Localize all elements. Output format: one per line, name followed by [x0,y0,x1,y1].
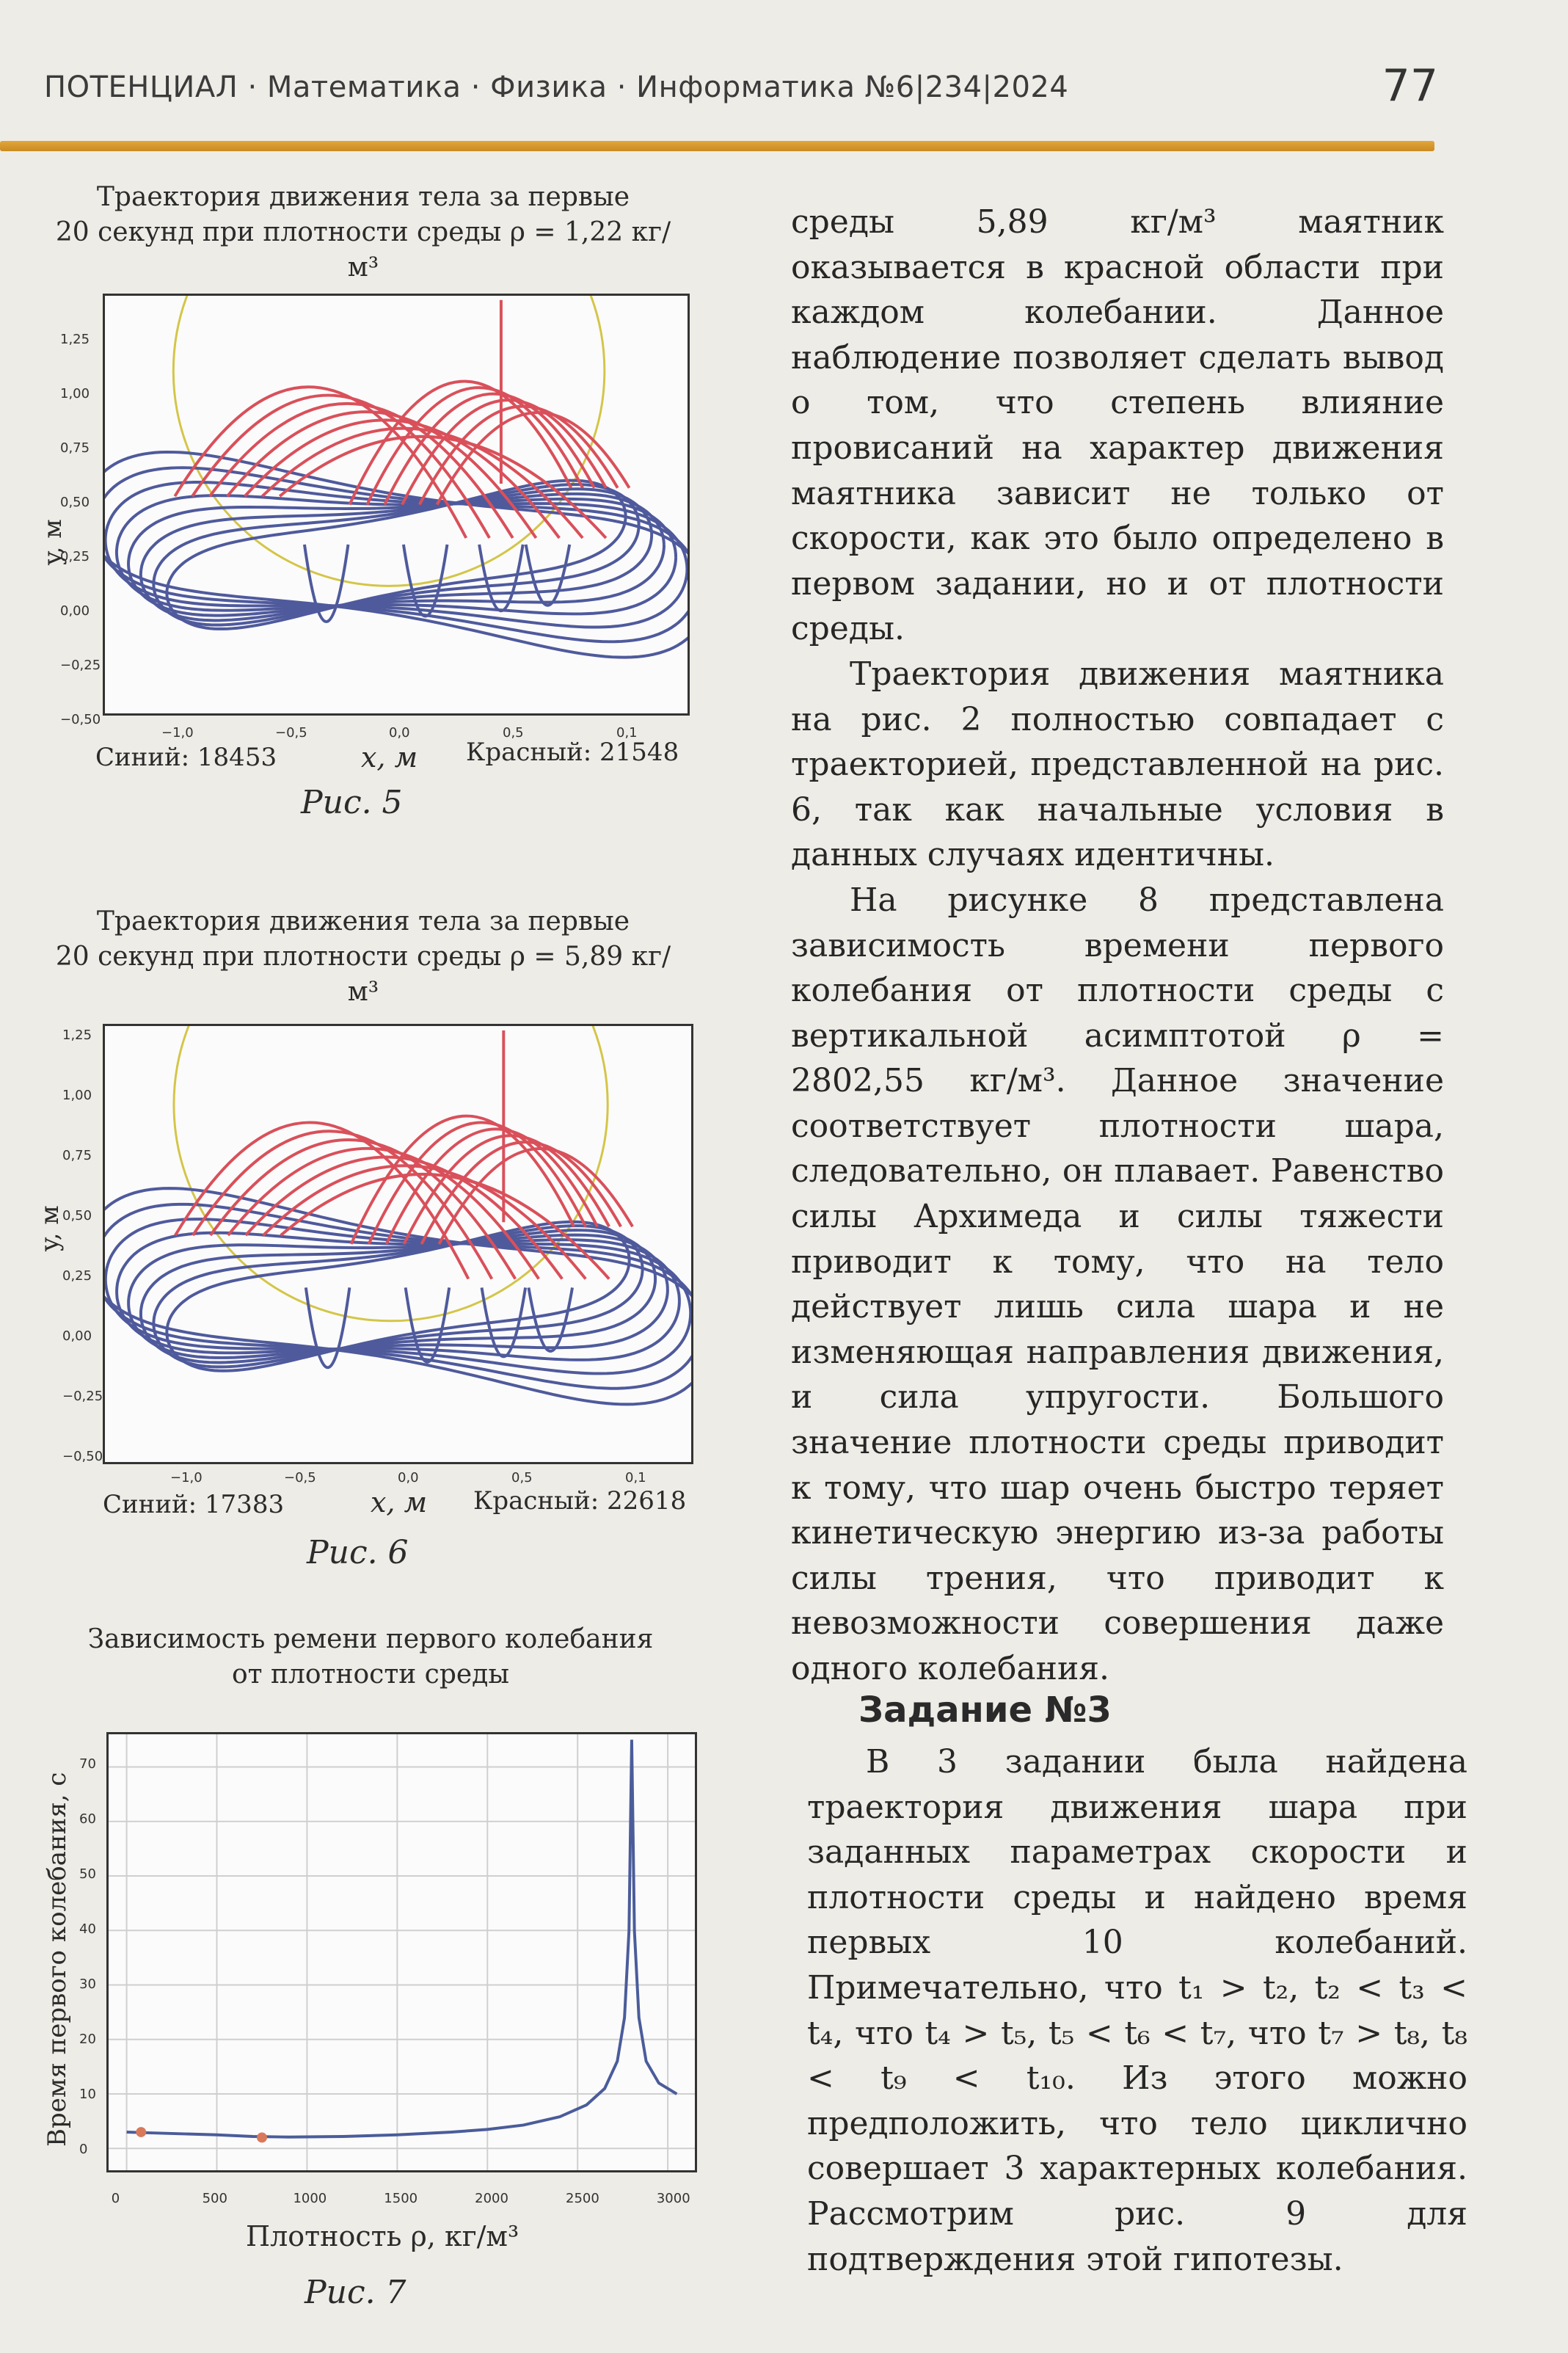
section-title: Задание №3 [858,1690,1112,1731]
figure7-marker [257,2133,267,2143]
figure7-x-tick-label: 1500 [384,2191,418,2206]
journal-title: ПОТЕНЦИАЛ · Математика · Физика · Информатика №6|234|2024 [44,70,1069,104]
figure6-xlabel: x, м [371,1486,428,1519]
figure7-title-line1: Зависимость ремени первого колебания [87,1624,654,1654]
figure7-y-tick-label: 20 [79,2032,96,2047]
figure5-y-tick-label: 0,25 [60,549,90,564]
figure7-line [127,1739,677,2136]
figure7-y-tick-label: 40 [79,1921,96,1937]
figure6-y-tick-label: 1,25 [62,1028,92,1043]
figure7-marker [136,2127,146,2137]
figure5-caption: Рис. 5 [301,784,403,821]
figure5-x-tick-label: 0,1 [616,725,638,741]
figure5-x-tick-label: 0,0 [389,725,410,741]
figure5-y-tick-label: 0,50 [60,495,90,510]
figure6-y-tick-label: −0,25 [62,1389,103,1404]
figure6-x-tick-label: 0,1 [625,1470,646,1485]
figure7-x-tick-label: 500 [202,2191,227,2206]
figure5-x-tick-label: −1,0 [161,725,194,741]
figure5-blue-count: Синий: 18453 [95,743,277,772]
figure7-y-tick-label: 50 [79,1866,96,1882]
figure5-ylabel: y, м [38,519,68,565]
figure7-y-tick-label: 70 [79,1756,96,1772]
figure6-y-tick-label: 0,00 [62,1328,92,1344]
running-header [44,60,1438,131]
figure6-blue-spike [528,1287,572,1351]
figure7-y-tick-label: 0 [79,2142,88,2157]
figure6-y-tick-label: 0,25 [62,1268,92,1284]
text-column-top [791,200,1444,1692]
figure5-title-line1: Траектория движения тела за первые [96,182,630,212]
figure6-x-tick-label: 0,0 [398,1470,419,1485]
header-rule [0,141,1434,151]
figure7-xlabel: Плотность ρ, кг/м³ [246,2220,519,2252]
figure6-blue-count: Синий: 17383 [103,1490,285,1519]
figure6-ylabel: y, м [35,1205,65,1251]
figure7-plot [106,1732,697,2172]
figure5-red-count: Красный: 21548 [466,738,679,767]
paragraph-3: На рисунке 8 представлена зависимость времени первого колебания от плотности среды с вертикальной асимптотой ρ = 2802,55 кг/м³. Данное значение соответствует плотности шара, следовательно, он плавает. Равенство силы Архимеда и силы тяжести приводит к тому, что на тело действует лишь сила шара и не изменяющая направления движения, и сила упругости. Большого значение плотности среды приводит к тому, что шар очень быстро теряет кинетическую энергию из-за работы силы трения, что приводит к невозможности совершения даже одного колебания. [791,881,1444,1687]
figure7-y-tick-label: 60 [79,1811,96,1827]
paragraph-2: Траектория движения маятника на рис. 2 полностью совпадает с траекторией, представленной на рис. 6, так как начальные условия в данных случаях идентичны. [791,655,1444,874]
figure7-y-tick-label: 10 [79,2087,96,2102]
figure7-x-tick-label: 3000 [656,2191,690,2206]
paragraph-1: среды 5,89 кг/м³ маятник оказывается в красной области при каждом колебании. Данное наблюдение позволяет сделать вывод о том, что степень влияние провисаний на характер движения маятника зависит не только от скорости, как это было определено в первом задании, но и от плотности среды. [791,203,1444,648]
paragraph-4: В 3 задании была найдена траектория движения шара при заданных параметрах скорости и плотности среды и найдено время первых 10 колебаний. Примечательно, что t₁ > t₂, t₂ < t₃ < t₄, что t₄ > t₅, t₅ < t₆ < t₇, что t₇ > t₈, t₈ < t₉ < t₁₀. Из этого можно предположить, что тело циклично совершает 3 характерных колебания. Рассмотрим рис. 9 для подтверждения этой гипотезы. [807,1743,1467,2278]
figure7-title-line2: от плотности среды [232,1659,509,1690]
figure5-plot [103,294,690,716]
figure6-title-line2: 20 секунд при плотности среды ρ = 5,89 кг/м³ [55,942,671,1007]
figure7-x-tick-label: 2500 [566,2191,599,2206]
figure5-y-tick-label: −0,50 [60,712,101,727]
figure6-plot [103,1024,693,1464]
figure6-x-tick-label: −1,0 [170,1470,203,1485]
figure7-x-tick-label: 2000 [475,2191,508,2206]
figure5-title-line2: 20 секунд при плотности среды ρ = 1,22 кг/м³ [55,217,671,283]
figure5-y-tick-label: 1,25 [60,332,90,347]
page-number: 77 [1382,60,1438,112]
figure7-title [44,1622,697,1692]
figure6-title [44,904,682,1010]
figure6-y-tick-label: 0,50 [62,1208,92,1223]
figure5-y-tick-label: 0,00 [60,603,90,619]
figure5-y-tick-label: −0,25 [60,658,101,673]
figure7-chart [109,1734,695,2170]
figure6-trajectory [105,1026,691,1462]
figure5-trajectory [105,296,688,713]
figure5-y-tick-label: 1,00 [60,386,90,401]
figure7-x-tick-label: 1000 [293,2191,327,2206]
figure6-y-tick-label: 0,75 [62,1148,92,1163]
figure6-title-line1: Траектория движения тела за первые [96,906,630,937]
figure5-x-tick-label: −0,5 [275,725,307,741]
figure7-x-tick-label: 0 [111,2191,120,2206]
figure6-x-tick-label: −0,5 [284,1470,316,1485]
figure7-caption: Рис. 7 [305,2274,406,2311]
figure5-xlabel: x, м [361,741,418,774]
figure7-ylabel: Время первого колебания, с [43,1772,72,2147]
figure5-blue-spike [526,545,570,605]
figure6-caption: Рис. 6 [307,1534,409,1571]
figure6-red-arc [404,1135,609,1244]
figure6-y-tick-label: 1,00 [62,1088,92,1103]
figure6-red-count: Красный: 22618 [473,1486,687,1516]
figure5-x-tick-label: 0,5 [503,725,524,741]
text-column-bottom [807,1739,1467,2282]
figure5-title [44,180,682,286]
figure6-x-tick-label: 0,5 [511,1470,533,1485]
figure6-y-tick-label: −0,50 [62,1449,103,1464]
figure7-y-tick-label: 30 [79,1976,96,1992]
figure5-y-tick-label: 0,75 [60,440,90,456]
